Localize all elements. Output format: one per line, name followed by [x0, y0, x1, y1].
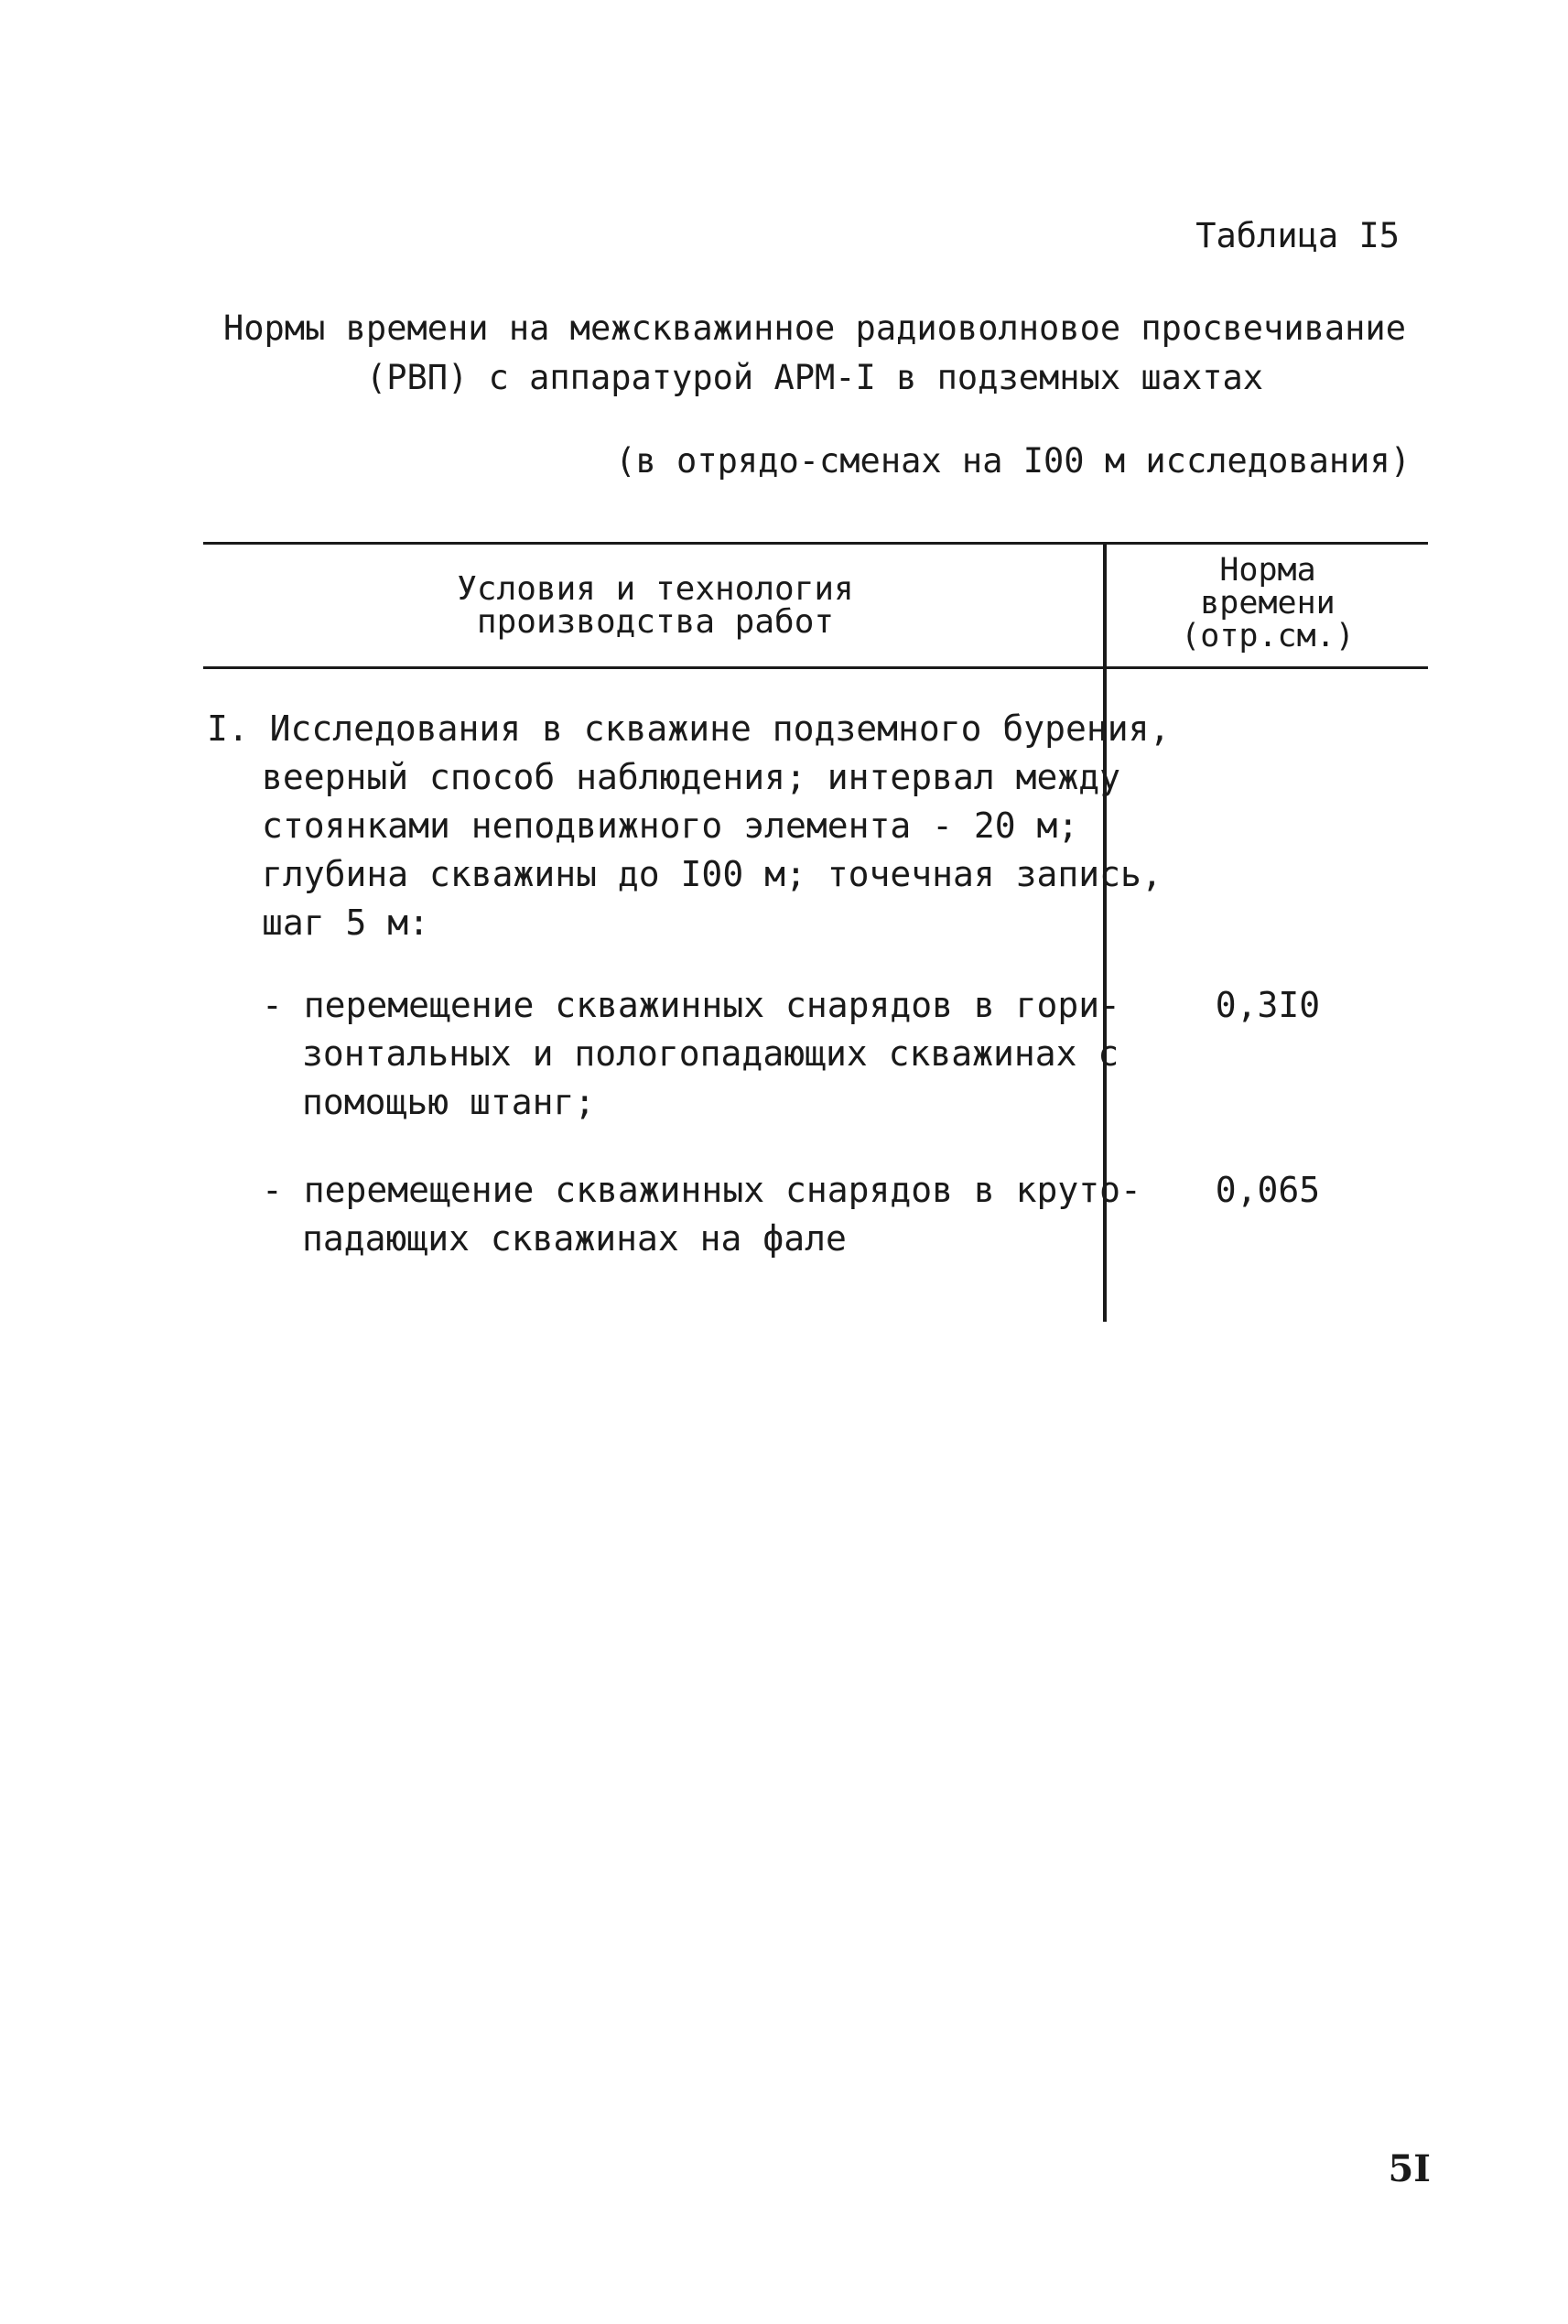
header-conditions-line-2: производства работ — [476, 603, 835, 641]
header-norm-line-1: Норма — [1219, 552, 1316, 589]
section-1-line-5: шаг 5 м: — [262, 903, 430, 943]
table-title-line-1: Нормы времени на межскважинное радиоволновое просвечивание — [222, 308, 1406, 348]
item-2-line-2: падающих скважинах на фале — [302, 1218, 847, 1259]
header-conditions — [203, 570, 1108, 641]
item-2-value: 0,065 — [1215, 1170, 1321, 1210]
item-1-line-2: зонтальных и пологопадающих скважинах с — [302, 1033, 1119, 1074]
section-1-line-4: глубина скважины до I00 м; точечная запись, — [262, 854, 1162, 894]
section-1-line-1: I. Исследования в скважине подземного бурения, — [207, 708, 1171, 749]
section-1-line-2: веерный способ наблюдения; интервал между — [262, 757, 1120, 797]
item-2-line-1: - перемещение скважинных снарядов в круто- — [262, 1170, 1141, 1210]
table-title-line-2: (РВП) с аппаратурой АРМ-I в подземных шахтах — [365, 358, 1264, 397]
table-top-rule — [203, 542, 1428, 545]
header-norm-line-3: (отр.см.) — [1181, 618, 1355, 654]
header-conditions-line-1: Условия и технология — [457, 570, 854, 608]
table-header-rule — [203, 666, 1428, 669]
item-1-line-3: помощью штанг; — [302, 1082, 596, 1122]
item-1-line-1: - перемещение скважинных снарядов в гори- — [262, 985, 1120, 1025]
header-norm — [1108, 554, 1428, 653]
page-number: 5I — [1388, 2147, 1431, 2190]
item-1-value: 0,3I0 — [1215, 985, 1321, 1025]
table-label: Таблица I5 — [1195, 216, 1400, 255]
units-note: (в отрядо-сменах на I00 м исследования) — [615, 441, 1411, 481]
section-1-line-3: стоянками неподвижного элемента - 20 м; — [262, 805, 1079, 846]
header-norm-line-2: времени — [1200, 585, 1336, 622]
